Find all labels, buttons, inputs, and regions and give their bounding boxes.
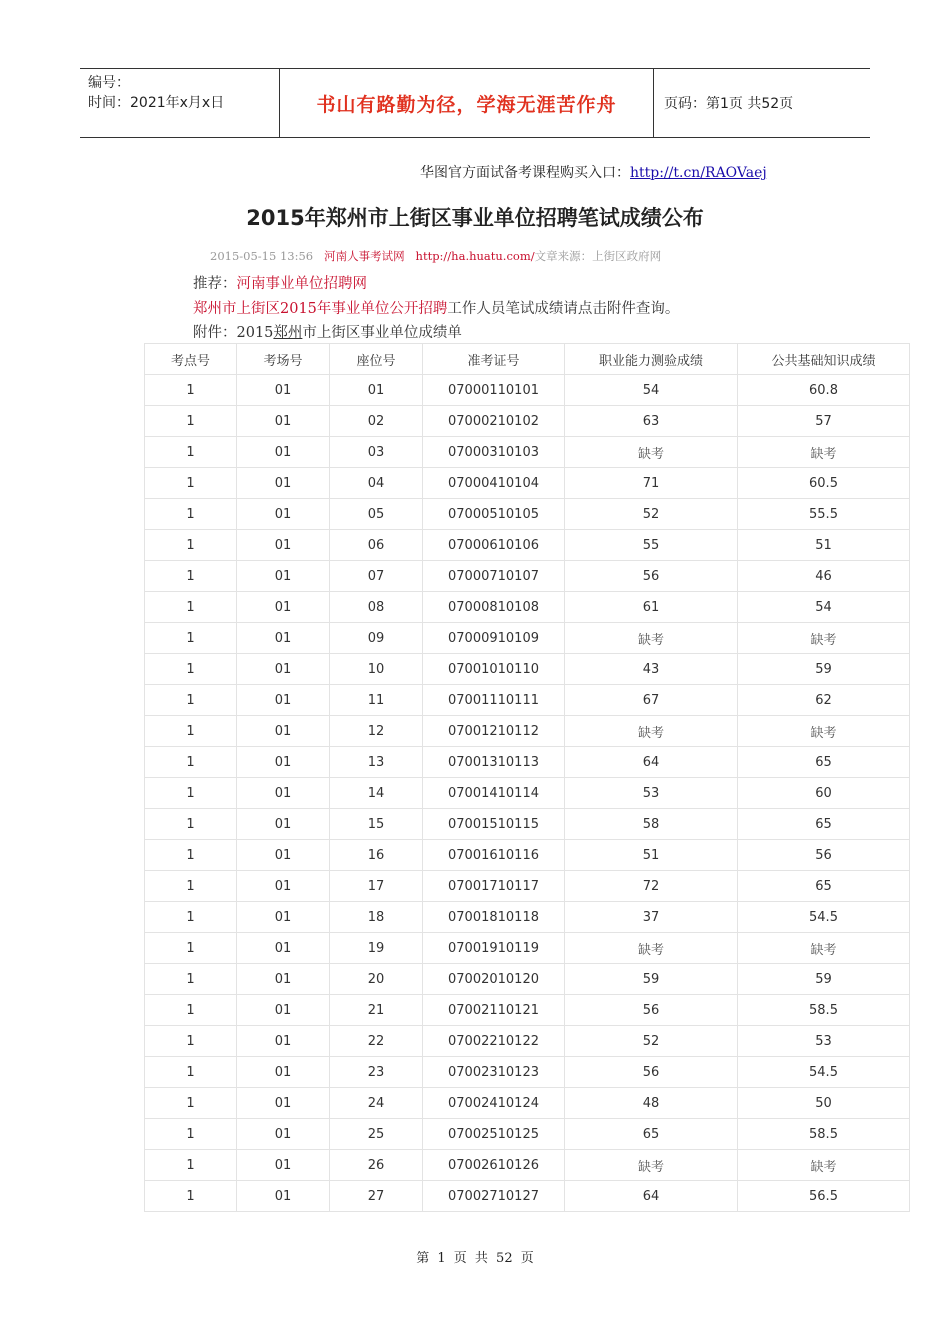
cell-aptitude-score: 56 bbox=[565, 995, 738, 1026]
cell-knowledge-score: 58.5 bbox=[738, 995, 910, 1026]
document-header bbox=[80, 68, 870, 138]
cell-knowledge-score: 缺考 bbox=[738, 1150, 910, 1181]
table-row bbox=[145, 933, 910, 964]
cell-exam-room: 01 bbox=[237, 809, 330, 840]
cell-seat: 12 bbox=[330, 716, 423, 747]
cell-seat: 11 bbox=[330, 685, 423, 716]
cell-exam-room: 01 bbox=[237, 964, 330, 995]
cell-ticket-number: 07002310123 bbox=[423, 1057, 565, 1088]
table-row bbox=[145, 902, 910, 933]
cell-knowledge-score: 60.5 bbox=[738, 468, 910, 499]
cell-exam-site: 1 bbox=[145, 1119, 237, 1150]
cell-ticket-number: 07000210102 bbox=[423, 406, 565, 437]
cell-ticket-number: 07001710117 bbox=[423, 871, 565, 902]
header-knowledge-score: 公共基础知识成绩 bbox=[738, 344, 910, 375]
article-meta bbox=[210, 248, 661, 264]
attachment-rest: 市上街区事业单位成绩单 bbox=[302, 325, 462, 341]
cell-seat: 02 bbox=[330, 406, 423, 437]
recommend-link[interactable]: 河南事业单位招聘网 bbox=[236, 276, 367, 292]
header-motto: 书山有路勤为径，学海无涯苦作舟 bbox=[280, 69, 654, 137]
cell-knowledge-score: 62 bbox=[738, 685, 910, 716]
cell-knowledge-score: 60 bbox=[738, 778, 910, 809]
cell-aptitude-score: 43 bbox=[565, 654, 738, 685]
recommend-label: 推荐： bbox=[193, 276, 237, 292]
cell-ticket-number: 07000510105 bbox=[423, 499, 565, 530]
cell-knowledge-score: 59 bbox=[738, 964, 910, 995]
cell-aptitude-score: 54 bbox=[565, 375, 738, 406]
cell-aptitude-score: 67 bbox=[565, 685, 738, 716]
cell-exam-site: 1 bbox=[145, 468, 237, 499]
table-row bbox=[145, 871, 910, 902]
cell-seat: 10 bbox=[330, 654, 423, 685]
cell-exam-room: 01 bbox=[237, 561, 330, 592]
cell-aptitude-score: 52 bbox=[565, 1026, 738, 1057]
cell-ticket-number: 07001510115 bbox=[423, 809, 565, 840]
cell-exam-site: 1 bbox=[145, 778, 237, 809]
cell-exam-room: 01 bbox=[237, 840, 330, 871]
cell-ticket-number: 07002410124 bbox=[423, 1088, 565, 1119]
table-row bbox=[145, 840, 910, 871]
cell-exam-site: 1 bbox=[145, 437, 237, 468]
article-title: 2015年郑州市上街区事业单位招聘笔试成绩公布 bbox=[246, 206, 704, 230]
cell-exam-site: 1 bbox=[145, 995, 237, 1026]
header-exam-site: 考点号 bbox=[145, 344, 237, 375]
cell-aptitude-score: 53 bbox=[565, 778, 738, 809]
cell-ticket-number: 07000810108 bbox=[423, 592, 565, 623]
cell-ticket-number: 07002710127 bbox=[423, 1181, 565, 1212]
cell-exam-room: 01 bbox=[237, 995, 330, 1026]
source-url-link[interactable]: http://ha.huatu.com/ bbox=[415, 249, 535, 263]
cell-exam-room: 01 bbox=[237, 406, 330, 437]
cell-exam-site: 1 bbox=[145, 1057, 237, 1088]
cell-aptitude-score: 72 bbox=[565, 871, 738, 902]
cell-ticket-number: 07001410114 bbox=[423, 778, 565, 809]
cell-exam-room: 01 bbox=[237, 1181, 330, 1212]
cell-aptitude-score: 58 bbox=[565, 809, 738, 840]
header-seat: 座位号 bbox=[330, 344, 423, 375]
cell-aptitude-score: 缺考 bbox=[565, 623, 738, 654]
cell-exam-site: 1 bbox=[145, 623, 237, 654]
cell-knowledge-score: 60.8 bbox=[738, 375, 910, 406]
cell-seat: 18 bbox=[330, 902, 423, 933]
table-row bbox=[145, 964, 910, 995]
cell-ticket-number: 07000710107 bbox=[423, 561, 565, 592]
attachment-underlined[interactable]: 郑州 bbox=[273, 325, 303, 341]
cell-aptitude-score: 缺考 bbox=[565, 1150, 738, 1181]
cell-ticket-number: 07001210112 bbox=[423, 716, 565, 747]
header-exam-room: 考场号 bbox=[237, 344, 330, 375]
cell-aptitude-score: 61 bbox=[565, 592, 738, 623]
table-row bbox=[145, 654, 910, 685]
table-row bbox=[145, 778, 910, 809]
table-row bbox=[145, 561, 910, 592]
table-row bbox=[145, 1026, 910, 1057]
table-row bbox=[145, 375, 910, 406]
notice-text: 工作人员笔试成绩请点击附件查询。 bbox=[447, 301, 680, 317]
cell-exam-room: 01 bbox=[237, 933, 330, 964]
purchase-text: 华图官方面试备考课程购买入口： bbox=[420, 165, 630, 181]
table-row bbox=[145, 995, 910, 1026]
cell-exam-site: 1 bbox=[145, 809, 237, 840]
cell-exam-room: 01 bbox=[237, 778, 330, 809]
cell-aptitude-score: 51 bbox=[565, 840, 738, 871]
cell-exam-site: 1 bbox=[145, 840, 237, 871]
purchase-line bbox=[420, 162, 767, 182]
cell-seat: 26 bbox=[330, 1150, 423, 1181]
cell-seat: 19 bbox=[330, 933, 423, 964]
cell-seat: 14 bbox=[330, 778, 423, 809]
cell-exam-room: 01 bbox=[237, 530, 330, 561]
cell-knowledge-score: 缺考 bbox=[738, 623, 910, 654]
cell-aptitude-score: 63 bbox=[565, 406, 738, 437]
table-row bbox=[145, 809, 910, 840]
cell-exam-site: 1 bbox=[145, 406, 237, 437]
cell-seat: 22 bbox=[330, 1026, 423, 1057]
cell-knowledge-score: 缺考 bbox=[738, 716, 910, 747]
cell-knowledge-score: 54 bbox=[738, 592, 910, 623]
cell-exam-site: 1 bbox=[145, 592, 237, 623]
cell-ticket-number: 07001010110 bbox=[423, 654, 565, 685]
cell-exam-site: 1 bbox=[145, 747, 237, 778]
cell-aptitude-score: 56 bbox=[565, 561, 738, 592]
cell-exam-site: 1 bbox=[145, 530, 237, 561]
page-footer: 第 1 页 共 52 页 bbox=[416, 1251, 534, 1266]
cell-exam-room: 01 bbox=[237, 1119, 330, 1150]
cell-seat: 08 bbox=[330, 592, 423, 623]
table-row bbox=[145, 747, 910, 778]
cell-exam-room: 01 bbox=[237, 592, 330, 623]
cell-aptitude-score: 71 bbox=[565, 468, 738, 499]
cell-seat: 04 bbox=[330, 468, 423, 499]
cell-knowledge-score: 55.5 bbox=[738, 499, 910, 530]
cell-knowledge-score: 缺考 bbox=[738, 933, 910, 964]
cell-seat: 23 bbox=[330, 1057, 423, 1088]
cell-exam-site: 1 bbox=[145, 685, 237, 716]
cell-knowledge-score: 57 bbox=[738, 406, 910, 437]
table-row bbox=[145, 592, 910, 623]
cell-ticket-number: 07000110101 bbox=[423, 375, 565, 406]
cell-seat: 15 bbox=[330, 809, 423, 840]
cell-seat: 21 bbox=[330, 995, 423, 1026]
cell-exam-room: 01 bbox=[237, 437, 330, 468]
cell-seat: 06 bbox=[330, 530, 423, 561]
table-row bbox=[145, 1181, 910, 1212]
cell-seat: 20 bbox=[330, 964, 423, 995]
cell-ticket-number: 07001610116 bbox=[423, 840, 565, 871]
cell-exam-room: 01 bbox=[237, 871, 330, 902]
cell-aptitude-score: 缺考 bbox=[565, 437, 738, 468]
cell-exam-room: 01 bbox=[237, 468, 330, 499]
notice-line bbox=[193, 297, 679, 318]
cell-ticket-number: 07000910109 bbox=[423, 623, 565, 654]
cell-seat: 01 bbox=[330, 375, 423, 406]
cell-aptitude-score: 56 bbox=[565, 1057, 738, 1088]
cell-knowledge-score: 56 bbox=[738, 840, 910, 871]
cell-ticket-number: 07001810118 bbox=[423, 902, 565, 933]
cell-seat: 03 bbox=[330, 437, 423, 468]
cell-seat: 09 bbox=[330, 623, 423, 654]
cell-knowledge-score: 51 bbox=[738, 530, 910, 561]
cell-exam-site: 1 bbox=[145, 933, 237, 964]
cell-ticket-number: 07002110121 bbox=[423, 995, 565, 1026]
cell-exam-site: 1 bbox=[145, 1150, 237, 1181]
article-origin: 文章来源：上街区政府网 bbox=[534, 249, 662, 263]
table-body bbox=[145, 375, 910, 1212]
notice-link[interactable]: 郑州市上街区2015年事业单位公开招聘 bbox=[193, 301, 448, 317]
cell-exam-site: 1 bbox=[145, 1088, 237, 1119]
table-row bbox=[145, 623, 910, 654]
cell-ticket-number: 07001910119 bbox=[423, 933, 565, 964]
cell-knowledge-score: 65 bbox=[738, 747, 910, 778]
cell-seat: 17 bbox=[330, 871, 423, 902]
cell-knowledge-score: 58.5 bbox=[738, 1119, 910, 1150]
cell-exam-room: 01 bbox=[237, 654, 330, 685]
table-row bbox=[145, 499, 910, 530]
cell-exam-site: 1 bbox=[145, 964, 237, 995]
time-label: 时间：2021年x月x日 bbox=[88, 95, 225, 111]
cell-exam-room: 01 bbox=[237, 685, 330, 716]
cell-ticket-number: 07001110111 bbox=[423, 685, 565, 716]
table-row bbox=[145, 530, 910, 561]
table-row bbox=[145, 1119, 910, 1150]
table-row bbox=[145, 1057, 910, 1088]
cell-ticket-number: 07002010120 bbox=[423, 964, 565, 995]
cell-exam-site: 1 bbox=[145, 1181, 237, 1212]
cell-seat: 24 bbox=[330, 1088, 423, 1119]
cell-knowledge-score: 50 bbox=[738, 1088, 910, 1119]
cell-seat: 25 bbox=[330, 1119, 423, 1150]
cell-exam-site: 1 bbox=[145, 871, 237, 902]
cell-aptitude-score: 48 bbox=[565, 1088, 738, 1119]
cell-ticket-number: 07002610126 bbox=[423, 1150, 565, 1181]
cell-knowledge-score: 54.5 bbox=[738, 1057, 910, 1088]
cell-aptitude-score: 37 bbox=[565, 902, 738, 933]
cell-exam-room: 01 bbox=[237, 747, 330, 778]
cell-knowledge-score: 46 bbox=[738, 561, 910, 592]
table-header-row bbox=[145, 344, 910, 375]
cell-exam-room: 01 bbox=[237, 1088, 330, 1119]
cell-exam-site: 1 bbox=[145, 499, 237, 530]
cell-seat: 05 bbox=[330, 499, 423, 530]
cell-aptitude-score: 59 bbox=[565, 964, 738, 995]
cell-exam-site: 1 bbox=[145, 716, 237, 747]
cell-exam-room: 01 bbox=[237, 1057, 330, 1088]
header-info bbox=[80, 69, 280, 137]
cell-aptitude-score: 55 bbox=[565, 530, 738, 561]
cell-knowledge-score: 53 bbox=[738, 1026, 910, 1057]
table-row bbox=[145, 468, 910, 499]
table-row bbox=[145, 685, 910, 716]
cell-aptitude-score: 65 bbox=[565, 1119, 738, 1150]
cell-exam-site: 1 bbox=[145, 654, 237, 685]
header-ticket-number: 准考证号 bbox=[423, 344, 565, 375]
cell-ticket-number: 07000610106 bbox=[423, 530, 565, 561]
attachment-line bbox=[193, 321, 462, 342]
article-date: 2015-05-15 13:56 bbox=[210, 249, 314, 263]
table-row bbox=[145, 716, 910, 747]
cell-exam-room: 01 bbox=[237, 716, 330, 747]
cell-exam-room: 01 bbox=[237, 623, 330, 654]
cell-aptitude-score: 缺考 bbox=[565, 716, 738, 747]
scores-table bbox=[144, 343, 910, 1212]
cell-aptitude-score: 缺考 bbox=[565, 933, 738, 964]
cell-seat: 13 bbox=[330, 747, 423, 778]
cell-knowledge-score: 65 bbox=[738, 809, 910, 840]
cell-aptitude-score: 64 bbox=[565, 747, 738, 778]
cell-seat: 16 bbox=[330, 840, 423, 871]
cell-exam-room: 01 bbox=[237, 499, 330, 530]
cell-exam-room: 01 bbox=[237, 1026, 330, 1057]
attachment-prefix: 附件：2015 bbox=[193, 325, 274, 341]
header-aptitude-score: 职业能力测验成绩 bbox=[565, 344, 738, 375]
recommend-line bbox=[193, 272, 367, 293]
cell-exam-site: 1 bbox=[145, 1026, 237, 1057]
header-page-label: 页码：第1页 共52页 bbox=[664, 96, 794, 112]
cell-ticket-number: 07002210122 bbox=[423, 1026, 565, 1057]
cell-ticket-number: 07001310113 bbox=[423, 747, 565, 778]
cell-seat: 27 bbox=[330, 1181, 423, 1212]
cell-aptitude-score: 52 bbox=[565, 499, 738, 530]
cell-knowledge-score: 59 bbox=[738, 654, 910, 685]
cell-exam-room: 01 bbox=[237, 1150, 330, 1181]
cell-exam-room: 01 bbox=[237, 902, 330, 933]
cell-exam-site: 1 bbox=[145, 561, 237, 592]
cell-knowledge-score: 缺考 bbox=[738, 437, 910, 468]
source-site-link[interactable]: 河南人事考试网 bbox=[324, 249, 405, 263]
cell-exam-site: 1 bbox=[145, 375, 237, 406]
cell-exam-room: 01 bbox=[237, 375, 330, 406]
number-label: 编号： bbox=[88, 75, 130, 91]
cell-exam-site: 1 bbox=[145, 902, 237, 933]
cell-ticket-number: 07000410104 bbox=[423, 468, 565, 499]
cell-knowledge-score: 56.5 bbox=[738, 1181, 910, 1212]
cell-knowledge-score: 65 bbox=[738, 871, 910, 902]
table-row bbox=[145, 1088, 910, 1119]
cell-knowledge-score: 54.5 bbox=[738, 902, 910, 933]
table-row bbox=[145, 1150, 910, 1181]
table-row bbox=[145, 406, 910, 437]
cell-aptitude-score: 64 bbox=[565, 1181, 738, 1212]
cell-ticket-number: 07002510125 bbox=[423, 1119, 565, 1150]
purchase-link[interactable]: http://t.cn/RAOVaej bbox=[630, 165, 767, 181]
table-row bbox=[145, 437, 910, 468]
cell-seat: 07 bbox=[330, 561, 423, 592]
cell-ticket-number: 07000310103 bbox=[423, 437, 565, 468]
